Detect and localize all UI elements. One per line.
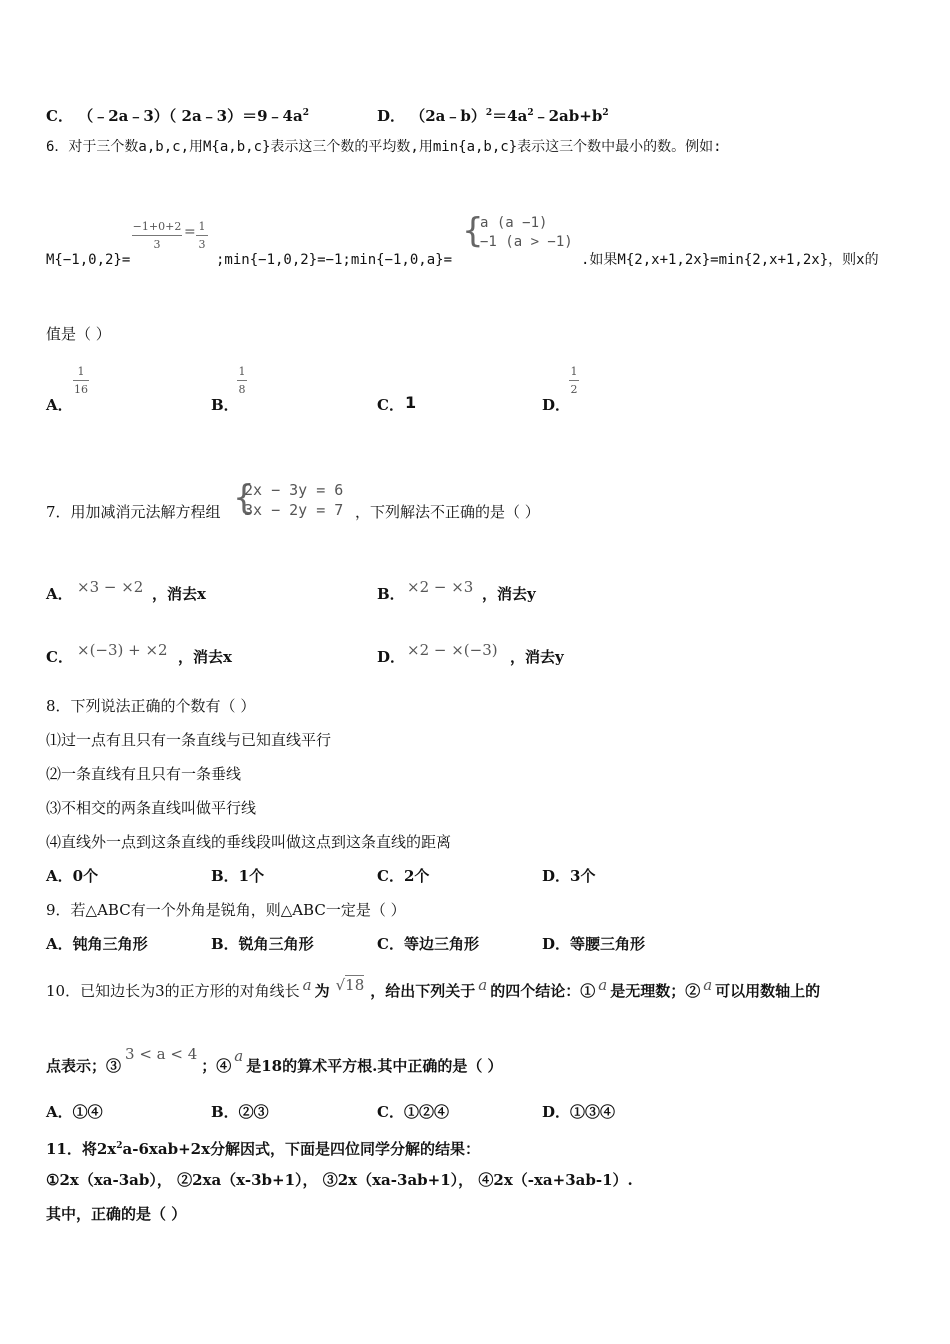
q6-fraction-2-bar bbox=[196, 235, 208, 236]
q8-item-3: ⑶不相交的两条直线叫做平行线 bbox=[46, 799, 257, 817]
q6-fraction-1 bbox=[132, 220, 182, 251]
q10-part-6: 可以用数轴上的 bbox=[715, 982, 821, 1000]
q7-option-d-expr: ×2 − ×(−3) bbox=[407, 641, 498, 659]
q7-option-a-label: A． bbox=[46, 585, 73, 603]
q6-case-2: −1 (a > −1) bbox=[480, 234, 573, 250]
q11-stem-pre: 11．将2x bbox=[46, 1140, 117, 1158]
q7-option-c-text: ，消去x bbox=[178, 648, 232, 666]
q6-mid: ;min{−1,0,2}=−1;min{−1,0,a}= bbox=[216, 252, 453, 268]
q8-item-4: ⑷直线外一点到这条直线的垂线段叫做这点到这条直线的距离 bbox=[46, 833, 452, 851]
q8-option-d: D．3个 bbox=[542, 867, 596, 885]
q10-sqrt-value: 18 bbox=[345, 976, 365, 994]
q10-option-c: C．①②④ bbox=[377, 1103, 449, 1121]
q10-inequality: 3 < a < 4 bbox=[125, 1045, 198, 1063]
q9-option-d: D．等腰三角形 bbox=[542, 935, 646, 953]
q6-option-b-label: B． bbox=[211, 396, 239, 414]
q5-option-c-label: C． bbox=[46, 107, 73, 125]
q5-option-d-sup: 2 bbox=[485, 108, 493, 118]
q8-item-2: ⑵一条直线有且只有一条垂线 bbox=[46, 765, 242, 783]
q10-var-a-3: a bbox=[598, 976, 608, 994]
q6-case-1: a (a −1) bbox=[480, 215, 548, 231]
q10-option-b: B．②③ bbox=[211, 1103, 269, 1121]
q5-option-c-sup: 2 bbox=[302, 108, 309, 118]
q10-line2-part-3: 是18的算术平方根.其中正确的是（ ） bbox=[246, 1057, 503, 1075]
q10-var-a-1: a bbox=[302, 976, 312, 994]
q10-part-3: ，给出下列关于 bbox=[370, 982, 476, 1000]
q7-system bbox=[244, 480, 343, 520]
q7-option-a-text: ，消去x bbox=[152, 585, 206, 603]
q6-stem: 6．对于三个数a,b,c,用M{a,b,c}表示这三个数的平均数,用min{a,b,c}表示这三个数中最小的数。例如: bbox=[46, 139, 722, 155]
q6-m-prefix: M{−1,0,2}= bbox=[46, 252, 131, 268]
q11-answers: ①2x（xa-3ab）， ②2xa（x-3b+1）， ③2x（xa-3ab+1）， ④2x（-xa+3ab-1）. bbox=[46, 1171, 633, 1189]
q7-option-d-text: ，消去y bbox=[510, 648, 564, 666]
q8-option-c: C．2个 bbox=[377, 867, 430, 885]
q7-option-d-label: D． bbox=[377, 648, 406, 666]
q9-option-a: A．钝角三角形 bbox=[46, 935, 148, 953]
q5-option-d bbox=[377, 104, 609, 125]
q6-option-b-bar bbox=[237, 380, 247, 381]
q5-option-d-sup2: 2 bbox=[527, 108, 534, 118]
q11-stem bbox=[46, 1137, 480, 1158]
q6-fraction-1-den: 3 bbox=[153, 238, 161, 251]
q7-option-c-label: C． bbox=[46, 648, 73, 666]
q6-fraction-eq: = bbox=[184, 224, 196, 240]
q7-option-b-label: B． bbox=[377, 585, 405, 603]
q6-option-a-fraction bbox=[73, 365, 89, 396]
q8-item-1: ⑴过一点有且只有一条直线与已知直线平行 bbox=[46, 731, 332, 749]
q9-stem: 9．若△ABC有一个外角是锐角，则△ABC一定是（ ） bbox=[46, 901, 406, 919]
q6-stem-2: 值是（ ） bbox=[46, 325, 111, 343]
q10-part-1: 10．已知边长为3的正方形的对角线长 bbox=[46, 982, 300, 1000]
q7-option-b-text: ，消去y bbox=[482, 585, 536, 603]
q11-stem-post: a-6xab+2x分解因式，下面是四位同学分解的结果： bbox=[122, 1140, 481, 1158]
q6-option-d-num: 1 bbox=[570, 365, 578, 378]
q7-option-a-expr: ×3 − ×2 bbox=[77, 578, 144, 596]
q6-option-a-num: 1 bbox=[77, 365, 85, 378]
q10-var-a-5: a bbox=[234, 1047, 244, 1065]
q10-sqrt-symbol: √ bbox=[335, 976, 346, 994]
q10-line-1 bbox=[46, 976, 821, 1000]
q6-option-c-label: C． bbox=[377, 396, 404, 414]
q8-option-b: B．1个 bbox=[211, 867, 265, 885]
q6-fraction-2-num: 1 bbox=[198, 220, 206, 233]
q7-stem-post: ，下列解法不正确的是（ ） bbox=[355, 503, 540, 521]
q6-option-a-den: 16 bbox=[74, 383, 88, 396]
q5-option-d-rest: ＝4a bbox=[492, 107, 528, 125]
q10-part-5: 是无理数；② bbox=[610, 982, 701, 1000]
q6-option-c-value: 1 bbox=[405, 393, 417, 412]
q10-part-2: 为 bbox=[314, 982, 330, 1000]
q6-option-d-den: 2 bbox=[570, 383, 578, 396]
q10-var-a-4: a bbox=[703, 976, 713, 994]
q8-stem: 8．下列说法正确的个数有（ ） bbox=[46, 697, 256, 715]
q6-cases-brace: { bbox=[462, 211, 484, 251]
q5-option-c bbox=[46, 104, 309, 125]
q10-line2-part-1: 点表示；③ bbox=[46, 1057, 122, 1075]
q8-option-a: A．0个 bbox=[46, 867, 99, 885]
q5-option-d-text: （2a﹣b） bbox=[410, 107, 486, 125]
q10-var-a-2: a bbox=[478, 976, 488, 994]
q10-line-2 bbox=[46, 1045, 503, 1075]
q6-option-a-bar bbox=[73, 380, 89, 381]
q11-stem-sup: 2 bbox=[116, 1141, 123, 1151]
q6-fraction-1-bar bbox=[132, 235, 182, 236]
q6-fraction-2 bbox=[196, 220, 208, 251]
q10-part-4: 的四个结论：① bbox=[490, 982, 596, 1000]
q7-eq-2: 3x − 2y = 7 bbox=[244, 501, 344, 519]
q7-system-brace: { bbox=[233, 478, 255, 518]
q6-cases bbox=[480, 214, 573, 252]
q6-fraction-2-den: 3 bbox=[198, 238, 206, 251]
q10-option-d: D．①③④ bbox=[542, 1103, 616, 1121]
q5-option-d-rest2: ﹣2ab+b bbox=[533, 107, 603, 125]
q11-question: 其中，正确的是（ ） bbox=[46, 1205, 187, 1223]
q9-option-b: B．锐角三角形 bbox=[211, 935, 314, 953]
q6-fraction-1-num: −1+0+2 bbox=[132, 220, 182, 233]
q5-option-d-sup3: 2 bbox=[602, 108, 609, 118]
q6-tail: .如果M{2,x+1,2x}=min{2,x+1,2x}，则x的 bbox=[581, 252, 879, 268]
q9-option-c: C．等边三角形 bbox=[377, 935, 479, 953]
q6-option-d-fraction bbox=[569, 365, 579, 396]
q7-stem-pre: 7．用加减消元法解方程组 bbox=[46, 503, 221, 521]
q6-option-d-label: D． bbox=[542, 396, 571, 414]
q6-option-b-fraction bbox=[237, 365, 247, 396]
q10-line2-part-2: ；④ bbox=[201, 1057, 232, 1075]
q5-option-d-label: D． bbox=[377, 107, 406, 125]
q5-option-c-text: （﹣2a﹣3）（ 2a﹣3）＝9﹣4a bbox=[78, 107, 303, 125]
q6-option-d-bar bbox=[569, 380, 579, 381]
q10-option-a: A．①④ bbox=[46, 1103, 103, 1121]
q6-option-a-label: A． bbox=[46, 396, 73, 414]
q7-option-b-expr: ×2 − ×3 bbox=[407, 578, 474, 596]
q7-option-c-expr: ×(−3) + ×2 bbox=[77, 641, 168, 659]
q6-option-b-num: 1 bbox=[238, 365, 246, 378]
q6-option-b-den: 8 bbox=[238, 383, 246, 396]
q7-eq-1: 2x − 3y = 6 bbox=[244, 481, 344, 499]
